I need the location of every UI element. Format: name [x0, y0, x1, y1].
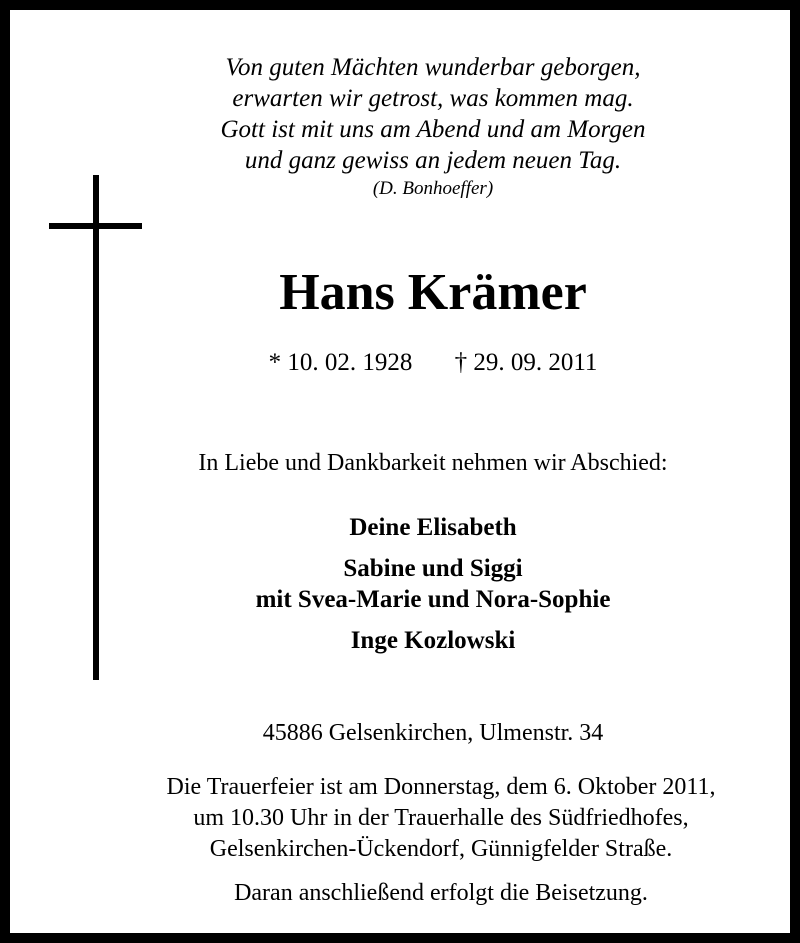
mourner: Deine Elisabeth — [349, 514, 517, 541]
poem-author: (D. Bonhoeffer) — [372, 178, 494, 199]
funeral-service-info — [41, 772, 800, 865]
deceased-name: Hans Krämer — [279, 264, 587, 321]
birth-date: * 10. 02. 1928 — [268, 349, 413, 376]
poem-line: und ganz gewiss an jedem neuen Tag. — [244, 147, 622, 174]
life-dates — [33, 347, 800, 379]
mourner-group — [33, 553, 800, 615]
burial-info: Daran anschließend erfolgt die Beisetzung. — [234, 880, 648, 906]
mourner: Inge Kozlowski — [350, 627, 516, 654]
mourner: mit Svea-Marie und Nora-Sophie — [255, 586, 611, 613]
farewell-intro: In Liebe und Dankbarkeit nehmen wir Abschied: — [198, 450, 668, 476]
cross-icon-bar — [49, 223, 142, 229]
death-date: † 29. 09. 2011 — [454, 349, 598, 376]
family-address: 45886 Gelsenkirchen, Ulmenstr. 34 — [262, 720, 604, 746]
service-line: Gelsenkirchen-Ückendorf, Günnigfelder Straße. — [209, 836, 673, 862]
poem — [33, 52, 800, 202]
service-line: um 10.30 Uhr in der Trauerhalle des Südfriedhofes, — [193, 805, 689, 831]
poem-line: Gott ist mit uns am Abend und am Morgen — [220, 116, 646, 143]
mourners-list — [33, 512, 800, 656]
poem-line: Von guten Mächten wunderbar geborgen, — [225, 54, 641, 81]
poem-line: erwarten wir getrost, was kommen mag. — [232, 85, 634, 112]
service-line: Die Trauerfeier ist am Donnerstag, dem 6. Oktober 2011, — [166, 774, 716, 800]
mourner: Sabine und Siggi — [343, 555, 523, 582]
